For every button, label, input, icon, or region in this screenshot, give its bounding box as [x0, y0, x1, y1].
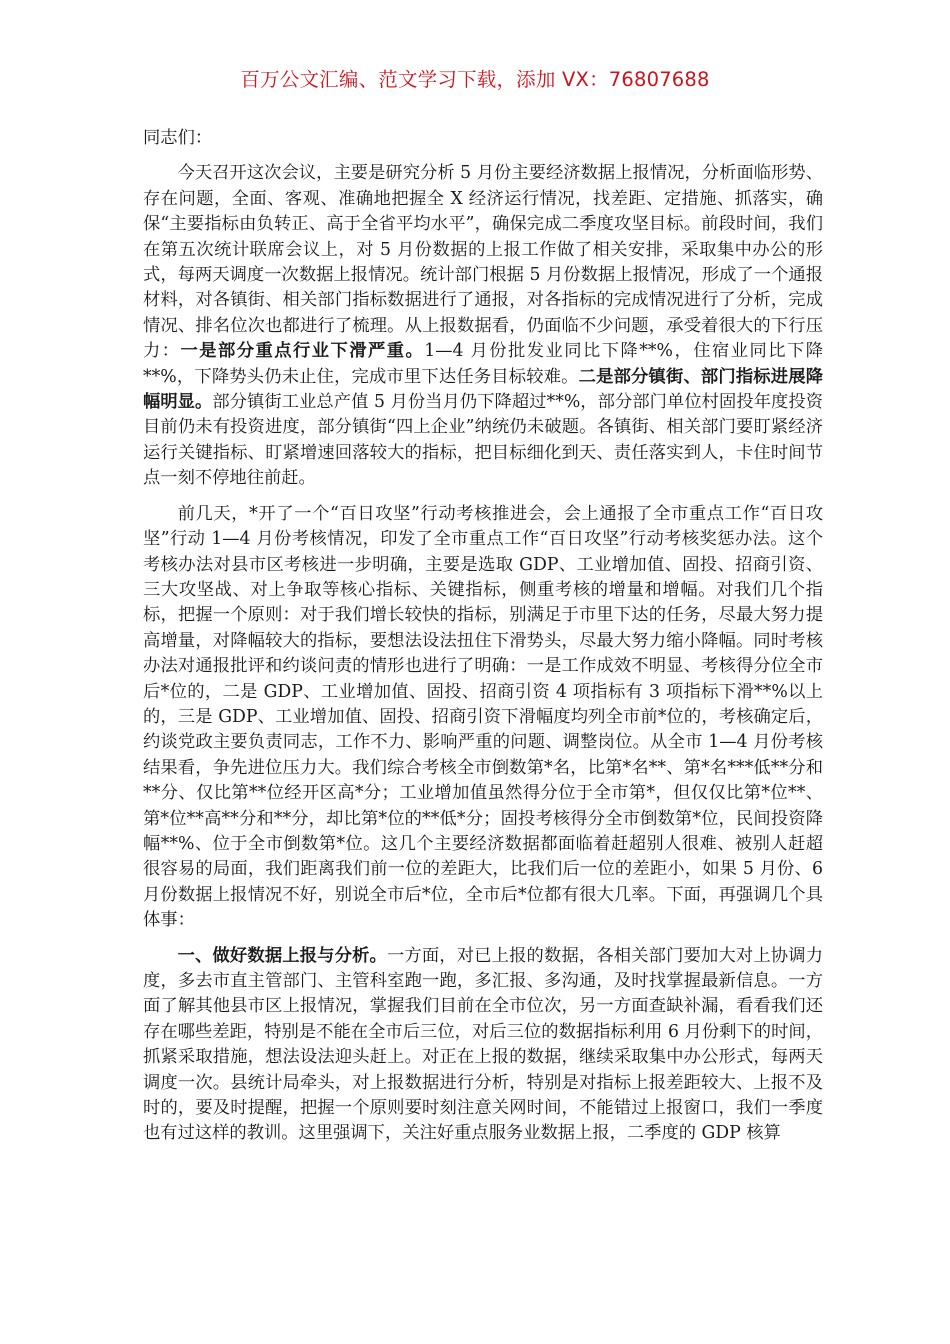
paragraph-3-heading: 一、做好数据上报与分析。: [177, 945, 387, 966]
paragraph-1-heading-1: 一是部分重点行业下滑严重。: [180, 341, 425, 362]
paragraph-1-text-2: 部分镇街工业总产值 5 月份当月仍下降超过**%，部分部门单位村固投年度投资目前仍未有投资进度，部分镇街“四上企业”纳统仍未破题。各镇街、相关部门要盯紧经济运行关键指标、盯紧增速回落较大的指标，把目标细化到天、责任落实到人，卡住时间节点一刻不停地往前赶。: [143, 392, 823, 489]
header-banner: 百万公文汇编、范文学习下载，添加 VX：76807688: [240, 68, 710, 91]
document-body: [143, 126, 823, 1157]
paragraph-1-intro: 今天召开这次会议，主要是研究分析 5 月份主要经济数据上报情况，分析面临形势、存在问题，全面、客观、准确地把握全 X 经济运行情况，找差距、定措施、抓落实，确保“主要指标由负转正、高于全省平均水平”，确保完成二季度攻坚目标。前段时间，我们在第五次统计联席会议上，对 5 月份数据的上报工作做了相关安排，采取集中办公的形式，每两天调度一次数据上报情况。统计部门根据 5 月份数据上报情况，形成了一个通报材料，对各镇街、相关部门指标数据进行了通报，对各指标的完成情况进行了分析，完成情况、排名位次也都进行了梳理。从上报数据看，仍面临不少问题，承受着很大的下行压力：: [143, 163, 823, 362]
paragraph-1-heading-2: 二是部分镇街、部门指标进展降幅明显。: [143, 366, 823, 413]
paragraph-2: 前几天，*开了一个“百日攻坚”行动考核推进会，会上通报了全市重点工作“百日攻坚”行动 1—4 月份考核情况，印发了全市重点工作“百日攻坚”行动考核奖惩办法。这个考核办法对县市区考核进一步明确，主要是选取 GDP、工业增加值、固投、招商引资、三大攻坚战、对上争取等核心指标、关键指标，侧重考核的增量和增幅。对我们几个指标，把握一个原则：对于我们增长较快的指标，别满足于市里下达的任务，尽最大努力提高增量，对降幅较大的指标，要想法设法扭住下滑势头，尽最大努力缩小降幅。同时考核办法对通报批评和约谈问责的情形也进行了明确：一是工作成效不明显、考核得分位全市后*位的，二是 GDP、工业增加值、固投、招商引资 4 项指标有 3 项指标下滑**%以上的，三是 GDP、工业增加值、固投、招商引资下滑幅度均列全市前*位的，考核确定后，约谈党政主要负责同志，工作不力、影响严重的问题、调整岗位。从全市 1—4 月份考核结果看，争先进位压力大。我们综合考核全市倒数第*名，比第*名**、第*名***低**分和**分、仅比第**位经开区高*分；工业增加值虽然得分位于全市第*，但仅仅比第*位**、第*位**高**分和**分，却比第*位的**低*分；固投考核得分全市倒数第*位，民间投资降幅**%、位于全市倒数第*位。这几个主要经济数据都面临着赶超别人很难、被别人赶超很容易的局面，我们距离我们前一位的差距大，比我们后一位的差距小，如果 5 月份、6 月份数据上报情况不好，别说全市后*位，全市后*位都有很大几率。下面，再强调几个具体事：: [143, 503, 823, 931]
salutation: 同志们：: [143, 128, 213, 148]
paragraph-1-text-1: 1—4 月份批发业同比下降**%，住宿业同比下降**%，下降势头仍未止住，完成市里下达任务目标较难。: [143, 341, 823, 387]
paragraph-3: [143, 944, 823, 1147]
paragraph-3-text: 一方面，对已上报的数据，各相关部门要加大对上协调力度，多去市直主管部门、主管科室跑一跑，多汇报、多沟通，及时找掌握最新信息。一方面了解其他县市区上报情况，掌握我们目前在全市位次，另一方面查缺补漏，看看我们还存在哪些差距，特别是不能在全市后三位，对后三位的数据指标利用 6 月份剩下的时间，抓紧采取措施，想法设法迎头赶上。对正在上报的数据，继续采取集中办公形式，每两天调度一次。县统计局牵头，对上报数据进行分析，特别是对指标上报差距较大、上报不及时的，要及时提醒，把握一个原则要时刻注意关网时间，不能错过上报窗口，我们一季度也有过这样的教训。这里强调下，关注好重点服务业数据上报，二季度的 GDP 核算: [143, 945, 823, 1144]
paragraph-1: [143, 161, 823, 491]
